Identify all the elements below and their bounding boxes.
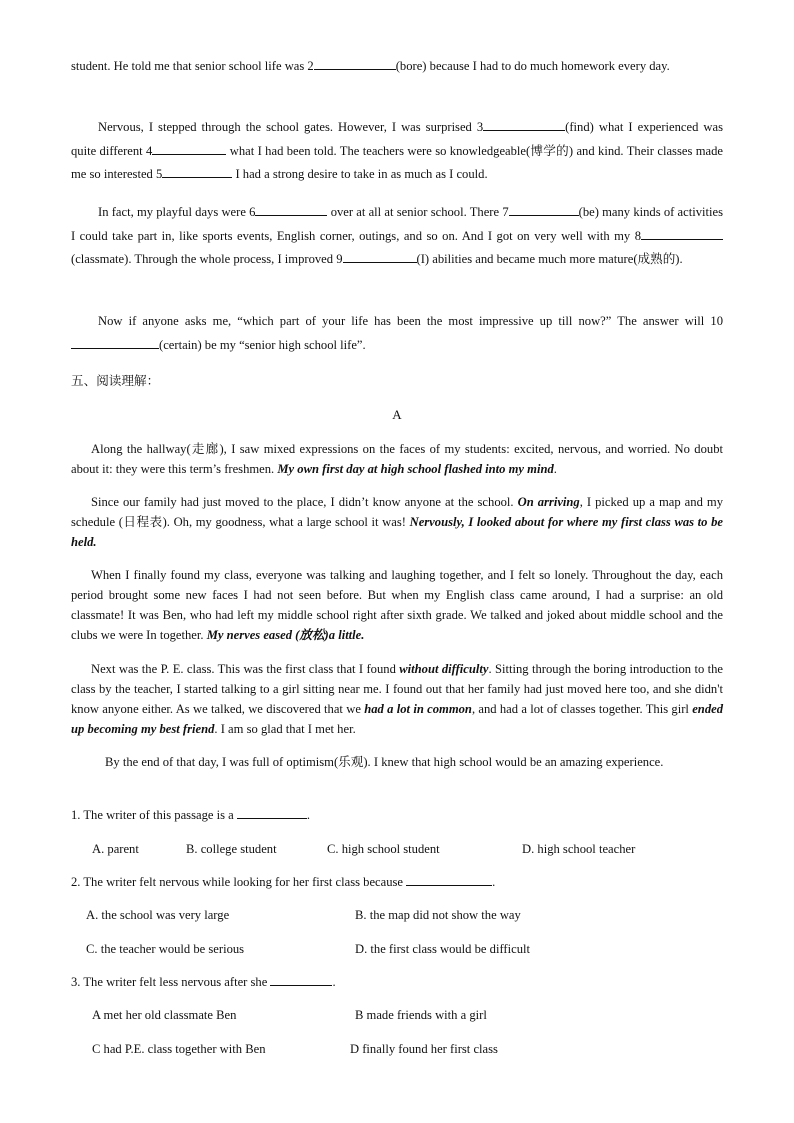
passage-text: . I am so glad that I met her. — [214, 722, 356, 736]
highlighted-phrase: Nervously, I looked about for where my first class was to be held. — [71, 515, 723, 549]
answer-blank-5[interactable] — [162, 164, 232, 178]
section-heading: 五、阅读理解： — [71, 374, 160, 388]
cloze-text: I had a strong desire to take in as much as I could. — [235, 167, 488, 181]
highlighted-phrase: On arriving — [517, 495, 580, 509]
passage-text: Next was the P. E. class. This was the first class that I found — [91, 662, 400, 676]
question-tail: . — [492, 875, 496, 889]
passage-text: Along the hallway(走廊), I saw mixed expressions on the faces of my students: excited, nervous, and worried. No doubt about it: they were this term’s freshmen. — [71, 442, 723, 476]
cloze-text: (be) many kinds of activities I could take part in, like sports events, English corner, outings, and so on. And I got on very well with my 8 — [71, 205, 724, 243]
cloze-text: (bore) because I had to do much homework every day. — [395, 59, 670, 73]
question-stem: 1. The writer of this passage is a — [71, 808, 234, 822]
question-blank — [406, 872, 492, 886]
passage-text: , I picked up a map and my schedule (日程表). Oh, my goodness, what a large school it was! — [71, 495, 723, 529]
q1-option-b[interactable]: B. college student — [186, 842, 277, 856]
q2-option-b[interactable]: B. the map did not show the way — [355, 908, 521, 922]
cloze-text: what I had been told. The teachers were so knowledgeable(博学的) and kind. Their classes made me so interested 5 — [71, 143, 723, 181]
cloze-paragraph-1 — [71, 55, 723, 79]
cloze-text: In fact, my playful days were 6 — [98, 205, 256, 219]
q2-option-c[interactable]: C. the teacher would be serious — [86, 942, 245, 956]
cloze-paragraph-3 — [71, 201, 723, 272]
question-3 — [71, 972, 336, 992]
highlighted-phrase: My nerves eased (放松)a little. — [206, 628, 365, 642]
cloze-text: Nervous, I stepped through the school gates. However, I was surprised 3 — [98, 120, 484, 134]
question-blank — [270, 972, 332, 986]
question-tail: . — [306, 808, 311, 822]
answer-blank-4[interactable] — [152, 141, 226, 155]
question-blank — [237, 805, 307, 819]
cloze-text: student. He told me that senior school life was 2 — [71, 59, 314, 73]
q1-option-c[interactable]: C. high school student — [327, 842, 440, 856]
passage-paragraph-5 — [71, 752, 723, 772]
highlighted-phrase: My own first day at high school flashed into my mind — [277, 462, 554, 476]
question-1 — [71, 805, 310, 825]
q1-option-a[interactable]: A. parent — [92, 842, 139, 856]
q2-option-a[interactable]: A. the school was very large — [86, 908, 230, 922]
cloze-text: (I) abilities and became much more mature(成熟的). — [416, 252, 683, 266]
q2-option-d[interactable]: D. the first class would be difficult — [355, 942, 530, 956]
highlighted-phrase: without difficulty — [399, 662, 489, 676]
cloze-text: (certain) be my “senior high school life”. — [159, 337, 366, 352]
answer-blank-9[interactable] — [343, 249, 417, 263]
cloze-text: over at all at senior school. There 7 — [330, 205, 509, 219]
q3-option-a[interactable]: A met her old classmate Ben — [92, 1008, 237, 1022]
cloze-text: Now if anyone asks me, “which part of your life has been the most impressive up till now?” The answer will 10 — [98, 314, 723, 328]
question-2 — [71, 872, 495, 892]
passage-text: . — [553, 462, 557, 476]
highlighted-phrase: ended up becoming my best friend — [71, 702, 723, 736]
q1-option-d[interactable]: D. high school teacher — [522, 842, 636, 856]
cloze-paragraph-4 — [71, 310, 723, 357]
passage-text: Since our family had just moved to the place, I didn’t know anyone at the school. — [91, 495, 518, 509]
question-stem: 3. The writer felt less nervous after she — [71, 975, 268, 989]
q3-option-b[interactable]: B made friends with a girl — [355, 1008, 487, 1022]
cloze-text: (classmate). Through the whole process, I improved 9 — [71, 252, 343, 266]
passage-text: By the end of that day, I was full of optimism(乐观). I knew that high school would be an amazing experience. — [105, 755, 664, 769]
passage-paragraph-2 — [71, 492, 723, 552]
answer-blank-10[interactable] — [71, 335, 159, 349]
highlighted-phrase: had a lot in common — [364, 702, 472, 716]
passage-text: When I finally found my class, everyone was talking and laughing together, and I felt so lonely. Throughout the day, each period brought some new faces I had not seen before. But when my English class came around, I had a surprise: an old classmate! It was Ben, who had left my middle school right after sixth grade. We talked and joked about middle school and the clubs we were In together. — [71, 568, 723, 642]
passage-text: , and had a lot of classes together. This girl — [471, 702, 693, 716]
answer-blank-6[interactable] — [255, 202, 327, 216]
question-tail: . — [332, 975, 336, 989]
q3-option-d[interactable]: D finally found her first class — [350, 1042, 498, 1056]
answer-blank-3[interactable] — [483, 117, 565, 131]
passage-paragraph-3 — [71, 565, 723, 645]
answer-blank-8[interactable] — [641, 226, 723, 240]
question-stem: 2. The writer felt nervous while looking for her first class because — [71, 875, 404, 889]
passage-title: A — [392, 407, 402, 422]
answer-blank-7[interactable] — [509, 202, 579, 216]
passage-paragraph-1 — [71, 439, 723, 479]
cloze-paragraph-2 — [71, 116, 723, 187]
answer-blank-2[interactable] — [314, 56, 396, 70]
passage-paragraph-4 — [71, 659, 723, 739]
q3-option-c[interactable]: C had P.E. class together with Ben — [92, 1042, 266, 1056]
cloze-text: (find) what I experienced was quite different 4 — [71, 120, 723, 158]
passage-text: . Sitting through the boring introduction to the class by the teacher, I started talking to a girl sitting near me. I found out that her family had just moved here too, and she didn't know anyone either. As we talked, we discovered that we — [71, 662, 723, 716]
